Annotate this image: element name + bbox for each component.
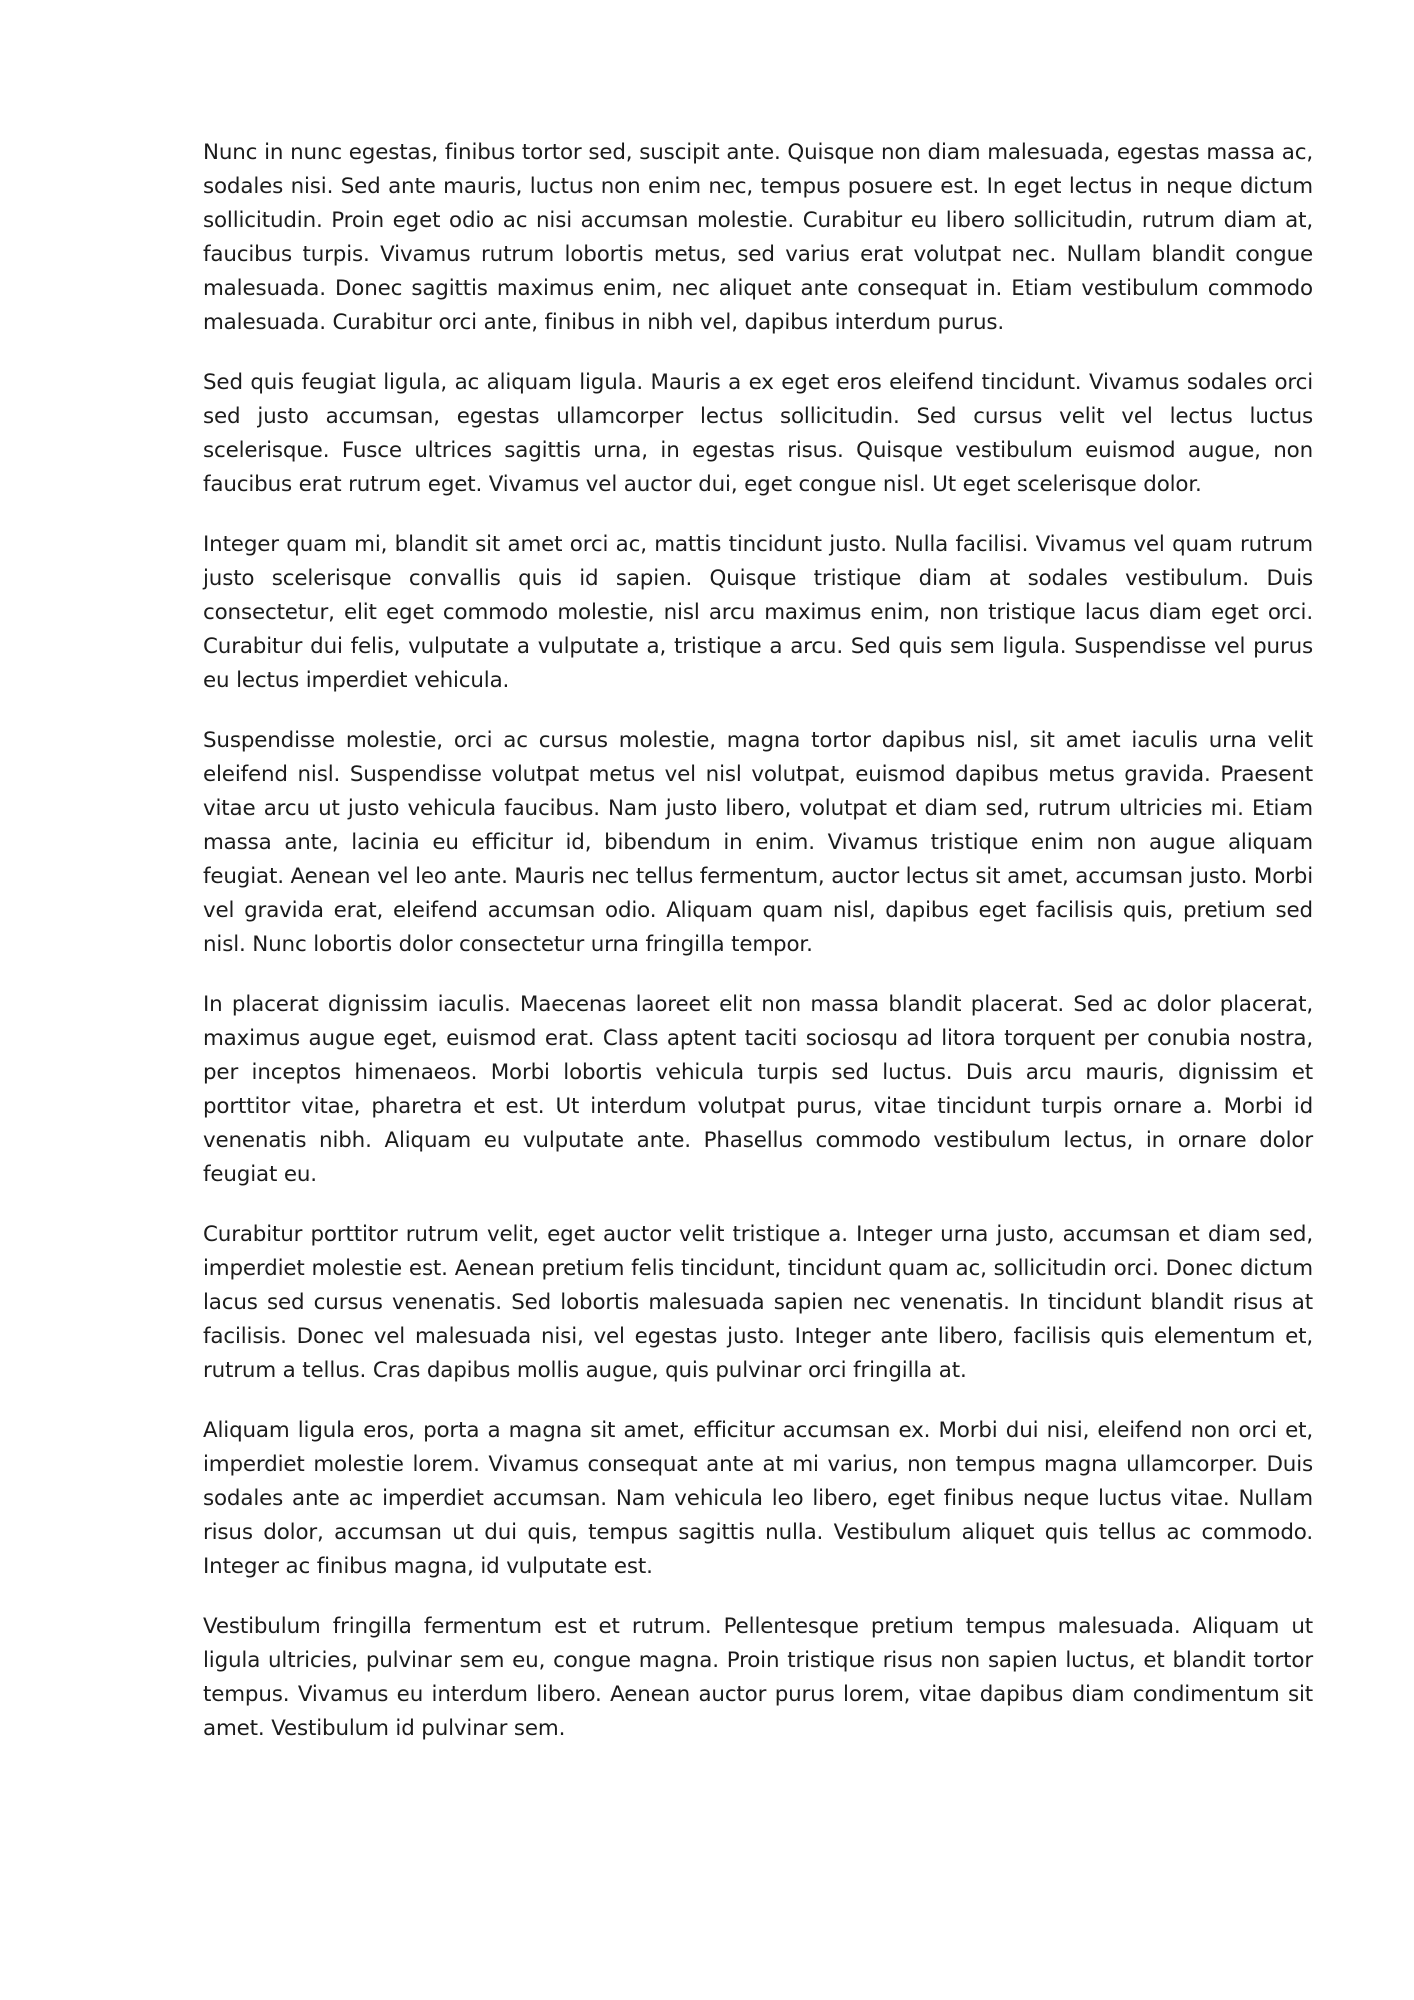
paragraph-3: Integer quam mi, blandit sit amet orci ac, mattis tincidunt justo. Nulla facilisi. Vivamus vel quam rutrum justo scelerisque convallis quis id sapien. Quisque tristique diam at sodales vestibulum. Duis consectetur, elit eget commodo molestie, nisl arcu maximus enim, non tristique lacus diam eget orci. Curabitur dui felis, vulputate a vulputate a, tristique a arcu. Sed quis sem ligula. Suspendisse vel purus eu lectus imperdiet vehicula. (203, 532, 1313, 693)
document-page (203, 136, 1313, 1772)
paragraph-2: Sed quis feugiat ligula, ac aliquam ligula. Mauris a ex eget eros eleifend tincidunt. Vivamus sodales orci sed justo accumsan, egestas ullamcorper lectus sollicitudin. Sed cursus velit vel lectus luctus scelerisque. Fusce ultrices sagittis urna, in egestas risus. Quisque vestibulum euismod augue, non faucibus erat rutrum eget. Vivamus vel auctor dui, eget congue nisl. Ut eget scelerisque dolor. (203, 370, 1313, 497)
paragraph-1: Nunc in nunc egestas, finibus tortor sed, suscipit ante. Quisque non diam malesuada, egestas massa ac, sodales nisi. Sed ante mauris, luctus non enim nec, tempus posuere est. In eget lectus in neque dictum sollicitudin. Proin eget odio ac nisi accumsan molestie. Curabitur eu libero sollicitudin, rutrum diam at, faucibus turpis. Vivamus rutrum lobortis metus, sed varius erat volutpat nec. Nullam blandit congue malesuada. Donec sagittis maximus enim, nec aliquet ante consequat in. Etiam vestibulum commodo malesuada. Curabitur orci ante, finibus in nibh vel, dapibus interdum purus. (203, 140, 1313, 335)
paragraph-5: In placerat dignissim iaculis. Maecenas laoreet elit non massa blandit placerat. Sed ac dolor placerat, maximus augue eget, euismod erat. Class aptent taciti sociosqu ad litora torquent per conubia nostra, per inceptos himenaeos. Morbi lobortis vehicula turpis sed luctus. Duis arcu mauris, dignissim et porttitor vitae, pharetra et est. Ut interdum volutpat purus, vitae tincidunt turpis ornare a. Morbi id venenatis nibh. Aliquam eu vulputate ante. Phasellus commodo vestibulum lectus, in ornare dolor feugiat eu. (203, 992, 1313, 1187)
paragraph-8: Vestibulum fringilla fermentum est et rutrum. Pellentesque pretium tempus malesuada. Aliquam ut ligula ultricies, pulvinar sem eu, congue magna. Proin tristique risus non sapien luctus, et blandit tortor tempus. Vivamus eu interdum libero. Aenean auctor purus lorem, vitae dapibus diam condimentum sit amet. Vestibulum id pulvinar sem. (203, 1614, 1313, 1741)
paragraph-7: Aliquam ligula eros, porta a magna sit amet, efficitur accumsan ex. Morbi dui nisi, eleifend non orci et, imperdiet molestie lorem. Vivamus consequat ante at mi varius, non tempus magna ullamcorper. Duis sodales ante ac imperdiet accumsan. Nam vehicula leo libero, eget finibus neque luctus vitae. Nullam risus dolor, accumsan ut dui quis, tempus sagittis nulla. Vestibulum aliquet quis tellus ac commodo. Integer ac finibus magna, id vulputate est. (203, 1418, 1313, 1579)
paragraph-6: Curabitur porttitor rutrum velit, eget auctor velit tristique a. Integer urna justo, accumsan et diam sed, imperdiet molestie est. Aenean pretium felis tincidunt, tincidunt quam ac, sollicitudin orci. Donec dictum lacus sed cursus venenatis. Sed lobortis malesuada sapien nec venenatis. In tincidunt blandit risus at facilisis. Donec vel malesuada nisi, vel egestas justo. Integer ante libero, facilisis quis elementum et, rutrum a tellus. Cras dapibus mollis augue, quis pulvinar orci fringilla at. (203, 1222, 1313, 1383)
paragraph-4: Suspendisse molestie, orci ac cursus molestie, magna tortor dapibus nisl, sit amet iaculis urna velit eleifend nisl. Suspendisse volutpat metus vel nisl volutpat, euismod dapibus metus gravida. Praesent vitae arcu ut justo vehicula faucibus. Nam justo libero, volutpat et diam sed, rutrum ultricies mi. Etiam massa ante, lacinia eu efficitur id, bibendum in enim. Vivamus tristique enim non augue aliquam feugiat. Aenean vel leo ante. Mauris nec tellus fermentum, auctor lectus sit amet, accumsan justo. Morbi vel gravida erat, eleifend accumsan odio. Aliquam quam nisl, dapibus eget facilisis quis, pretium sed nisl. Nunc lobortis dolor consectetur urna fringilla tempor. (203, 728, 1313, 957)
